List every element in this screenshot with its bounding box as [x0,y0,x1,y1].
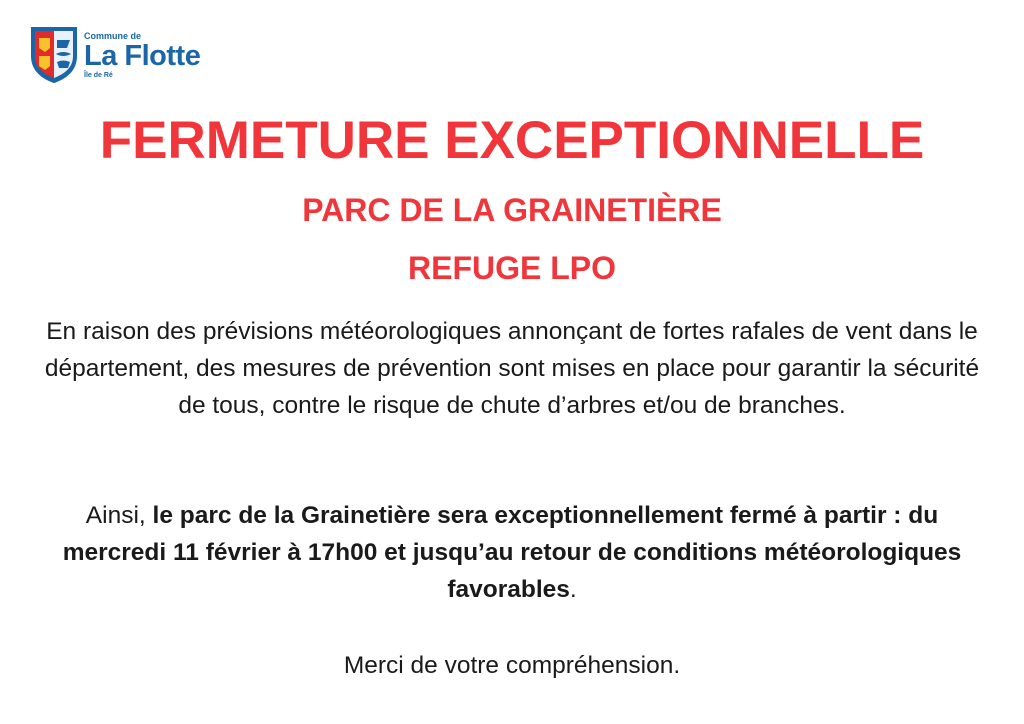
logo-town-name: La Flotte [84,39,201,72]
closure-heading: FERMETURE EXCEPTIONNELLE [99,111,925,170]
closure-details-paragraph [40,497,984,608]
thanks-paragraph: Merci de votre compréhension. [343,652,681,679]
closure-tail-text: . [569,576,577,603]
refuge-heading: REFUGE LPO [407,250,616,286]
logo-island-label: Île de Ré [84,71,113,79]
coat-of-arms-icon [30,26,78,84]
reason-paragraph: En raison des prévisions météorologiques annonçant de fortes rafales de vent dans le département, des mesures de prévention sont mises en place pour garantir la sécurité de tous, contre le risque de chute d’arbres et/ou de branches. [44,318,980,419]
park-name-heading: PARC DE LA GRAINETIÈRE [302,192,722,228]
logo-wordmark [84,32,200,79]
commune-logo [30,24,200,86]
closure-lead-text: Ainsi, [85,502,153,529]
logo-commune-label: Commune de [84,30,142,41]
closure-bold-text: le parc de la Grainetière sera exceptionnellement fermé à partir : du mercredi 11 février à 17h00 et jusqu’au retour de conditions météorologiques favorables [62,502,962,603]
